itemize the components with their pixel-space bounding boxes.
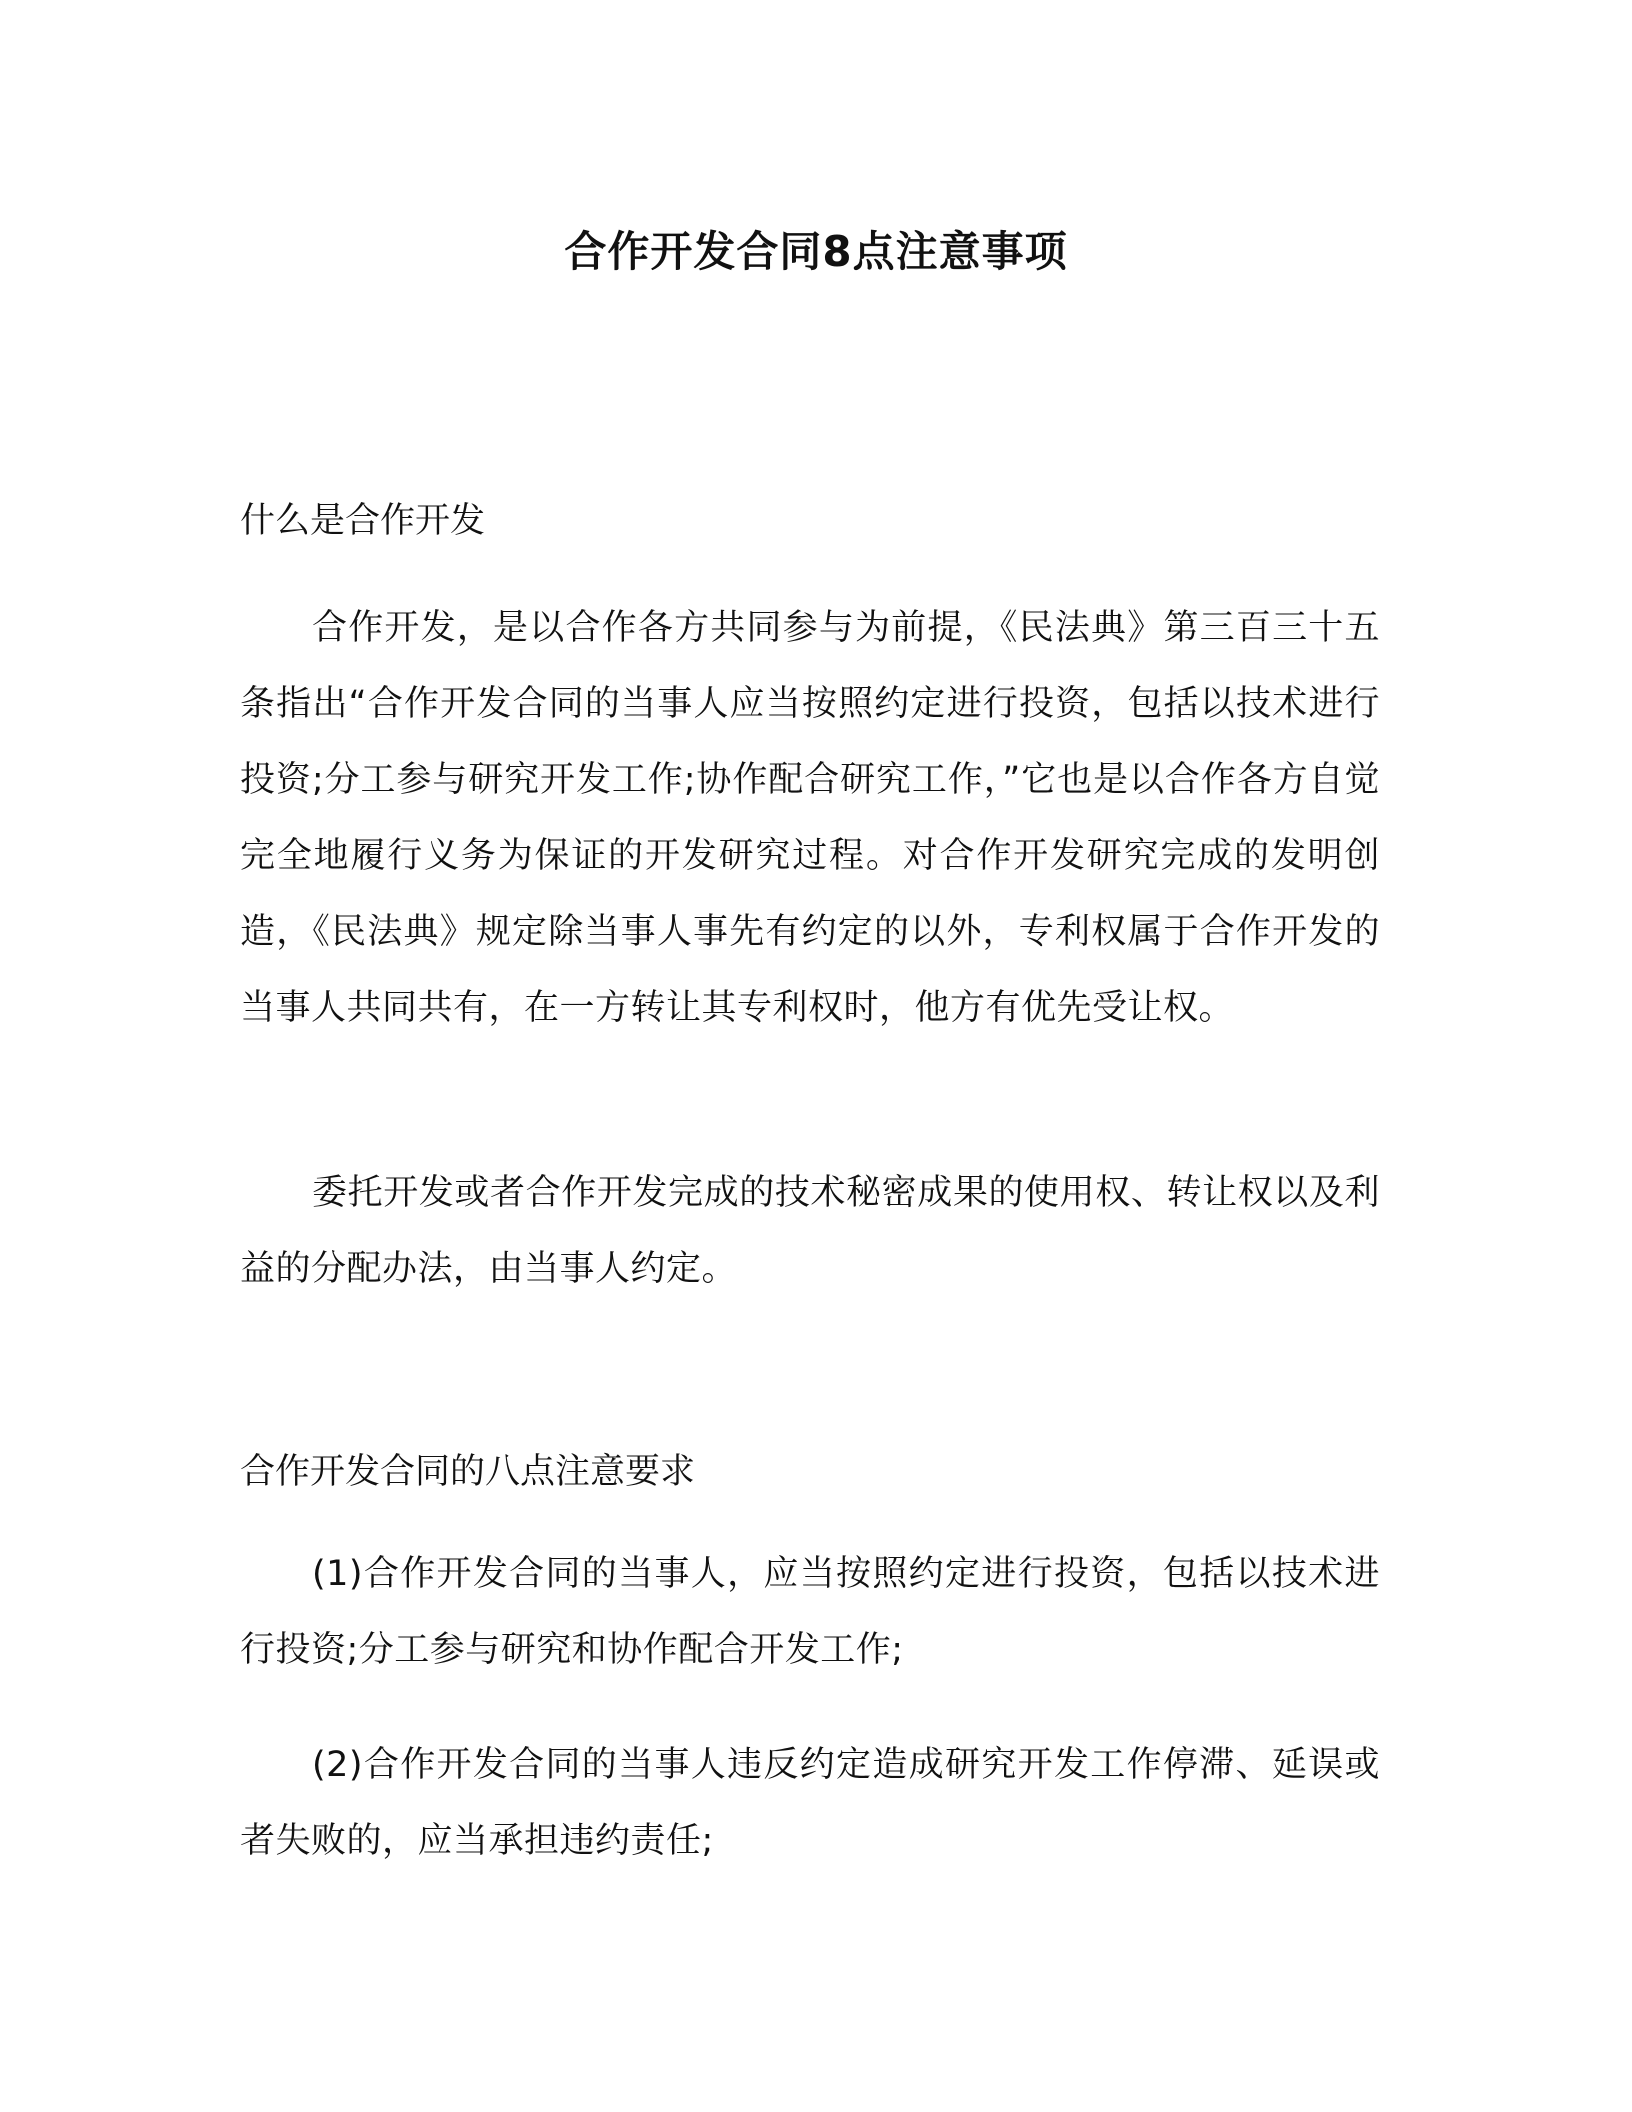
- requirement-item-2: (2)合作开发合同的当事人违反约定造成研究开发工作停滞、延误或者失败的，应当承担违约责任;: [240, 1745, 1380, 1861]
- section-heading-eight-requirements: 合作开发合同的八点注意要求: [240, 1452, 696, 1492]
- section-heading-what-is-cooperative-development: 什么是合作开发: [240, 501, 486, 541]
- requirement-item-1: (1)合作开发合同的当事人，应当按照约定进行投资，包括以技术进行投资;分工参与研究和协作配合开发工作;: [240, 1554, 1380, 1670]
- paragraph-definition: 合作开发，是以合作各方共同参与为前提，《民法典》第三百三十五条指出“合作开发合同的当事人应当按照约定进行投资，包括以技术进行投资;分工参与研究开发工作;协作配合研究工作，”它也是以合作各方自觉完全地履行义务为保证的开发研究过程。对合作开发研究完成的发明创造，《民法典》规定除当事人事先有约定的以外，专利权属于合作开发的当事人共同共有，在一方转让其专利权时，他方有优先受让权。: [240, 608, 1380, 1028]
- document-title: 合作开发合同8点注意事项: [564, 227, 1068, 276]
- paragraph-technical-secret-results: 委托开发或者合作开发完成的技术秘密成果的使用权、转让权以及利益的分配办法，由当事人约定。: [240, 1173, 1380, 1289]
